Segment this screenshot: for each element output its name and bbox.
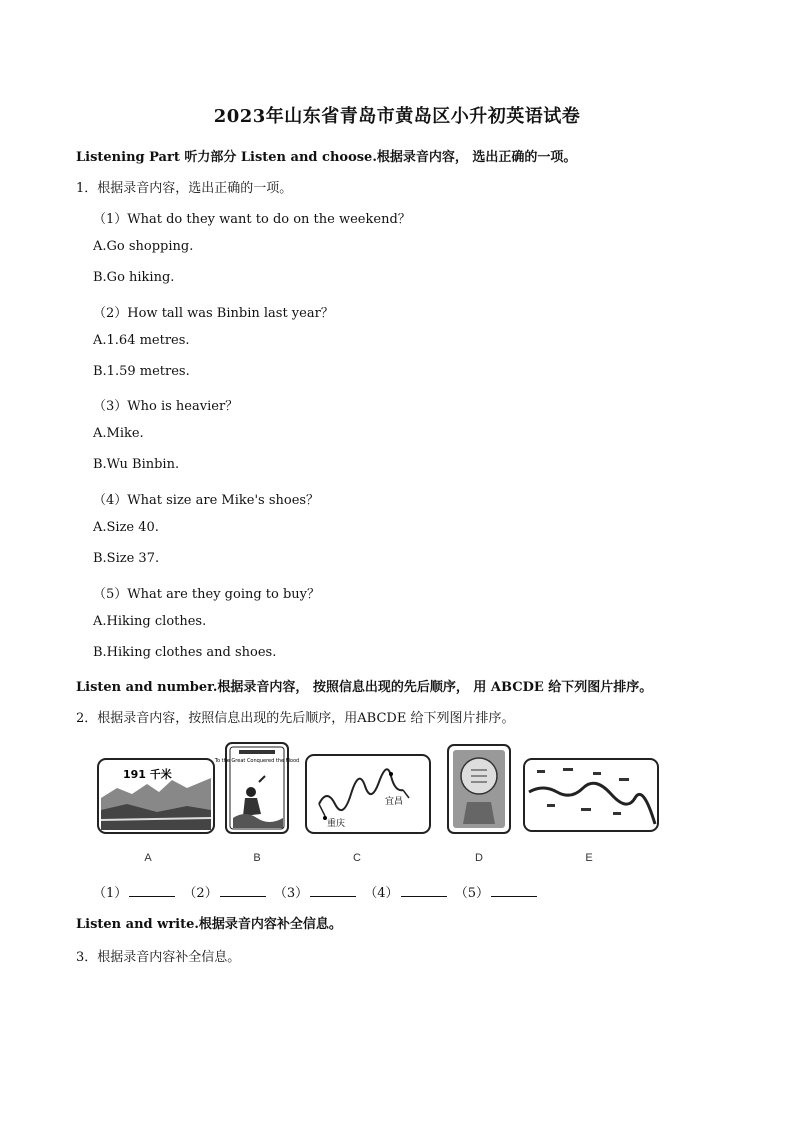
q1-sub1-option-b: B.Go hiking. xyxy=(93,270,175,285)
picture-c-caption-left: 重庆 xyxy=(327,819,346,829)
page-title: 2023年山东省青岛市黄岛区小升初英语试卷 xyxy=(213,106,581,127)
q1-sub3-option-b: B.Wu Binbin. xyxy=(93,457,180,472)
picture-a-label: A xyxy=(144,852,152,864)
picture-a-caption: 191 千米 xyxy=(123,768,172,781)
answer-blank-4[interactable] xyxy=(401,884,447,897)
q1-sub2-option-a: A.1.64 metres. xyxy=(93,333,190,348)
section2-header: Listen and number.根据录音内容， 按照信息出现的先后顺序， 用 ABCDE 给下列图片排序。 xyxy=(76,680,653,695)
blank-label-5: （5） xyxy=(454,886,489,901)
q1-sub4-option-b: B.Size 37. xyxy=(93,551,160,566)
q1-sub5-option-b: B.Hiking clothes and shoes. xyxy=(93,645,277,660)
q1-sub1-option-a: A.Go shopping. xyxy=(93,239,194,254)
picture-c-caption-right: 宜昌 xyxy=(385,797,404,807)
blank-label-4: （4） xyxy=(364,886,399,901)
q1-sub4-option-a: A.Size 40. xyxy=(93,520,159,535)
section3-header: Listen and write.根据录音内容补全信息。 xyxy=(76,917,342,932)
picture-b xyxy=(214,742,300,834)
picture-a xyxy=(97,758,215,834)
answer-blank-1[interactable] xyxy=(129,884,175,897)
picture-c xyxy=(305,754,431,834)
blank-label-1: （1） xyxy=(93,886,128,901)
q1-sub2-option-b: B.1.59 metres. xyxy=(93,364,190,379)
question-2: 2．根据录音内容，按照信息出现的先后顺序，用ABCDE 给下列图片排序。 xyxy=(76,711,515,726)
q1-sub3: （3）Who is heavier？ xyxy=(93,399,239,414)
question-1: 1．根据录音内容，选出正确的一项。 xyxy=(76,181,293,196)
blank-label-3: （3） xyxy=(273,886,309,901)
answer-blank-3[interactable] xyxy=(310,884,356,897)
q1-sub3-option-a: A.Mike. xyxy=(93,426,144,441)
picture-e-label: E xyxy=(585,852,593,864)
question-3: 3．根据录音内容补全信息。 xyxy=(76,950,241,965)
answer-blanks xyxy=(93,882,541,901)
q1-sub4: （4）What size are Mike's shoes？ xyxy=(93,493,320,508)
q1-sub5: （5）What are they going to buy？ xyxy=(93,587,321,602)
section1-header: Listening Part 听力部分 Listen and choose.根据录音内容， 选出正确的一项。 xyxy=(76,150,577,165)
picture-e xyxy=(523,758,659,832)
answer-blank-2[interactable] xyxy=(220,884,266,897)
picture-d-label: D xyxy=(475,852,483,864)
picture-c-label: C xyxy=(353,852,361,864)
answer-blank-5[interactable] xyxy=(491,884,537,897)
picture-b-label: B xyxy=(253,852,261,864)
q1-sub5-option-a: A.Hiking clothes. xyxy=(93,614,207,629)
picture-row xyxy=(95,740,665,870)
q1-sub2: （2）How tall was Binbin last year？ xyxy=(93,306,334,321)
blank-label-2: （2） xyxy=(183,886,218,901)
picture-d xyxy=(447,744,511,834)
picture-b-caption: To the Great Conquered the Flood xyxy=(214,758,300,764)
q1-sub1: （1）What do they want to do on the weekend？ xyxy=(93,212,411,227)
